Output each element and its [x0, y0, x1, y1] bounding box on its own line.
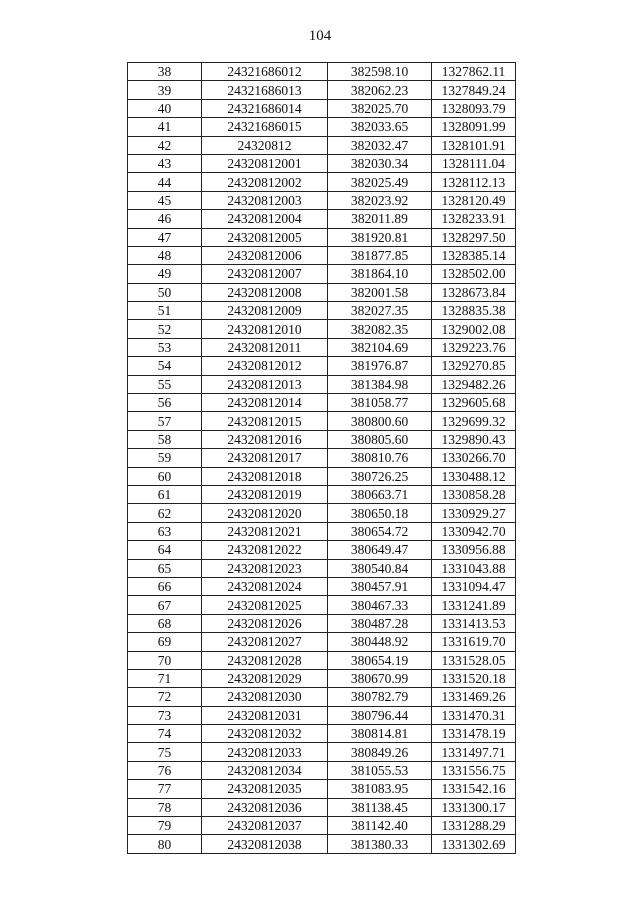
x-coordinate-cell: 382027.35: [328, 302, 432, 320]
x-coordinate-cell: 381877.85: [328, 246, 432, 264]
table-row: [128, 669, 516, 687]
table-row: [128, 394, 516, 412]
row-number-cell: 70: [128, 651, 202, 669]
point-id-cell: 24320812021: [202, 522, 328, 540]
y-coordinate-cell: 1331556.75: [432, 761, 516, 779]
row-number-cell: 58: [128, 430, 202, 448]
table-row: [128, 449, 516, 467]
point-id-cell: 24320812026: [202, 614, 328, 632]
x-coordinate-cell: 380457.91: [328, 577, 432, 595]
table-row: [128, 118, 516, 136]
x-coordinate-cell: 380540.84: [328, 559, 432, 577]
row-number-cell: 52: [128, 320, 202, 338]
row-number-cell: 43: [128, 154, 202, 172]
x-coordinate-cell: 382025.70: [328, 99, 432, 117]
point-id-cell: 24320812010: [202, 320, 328, 338]
x-coordinate-cell: 382062.23: [328, 81, 432, 99]
y-coordinate-cell: 1328093.79: [432, 99, 516, 117]
point-id-cell: 24320812009: [202, 302, 328, 320]
point-id-cell: 24320812003: [202, 191, 328, 209]
y-coordinate-cell: 1329699.32: [432, 412, 516, 430]
table-row: [128, 302, 516, 320]
table-row: [128, 191, 516, 209]
y-coordinate-cell: 1328233.91: [432, 210, 516, 228]
table-row: [128, 467, 516, 485]
point-id-cell: 24320812017: [202, 449, 328, 467]
x-coordinate-cell: 380654.19: [328, 651, 432, 669]
y-coordinate-cell: 1331288.29: [432, 817, 516, 835]
point-id-cell: 24320812036: [202, 798, 328, 816]
point-id-cell: 24320812031: [202, 706, 328, 724]
y-coordinate-cell: 1331094.47: [432, 577, 516, 595]
y-coordinate-cell: 1329605.68: [432, 394, 516, 412]
y-coordinate-cell: 1331241.89: [432, 596, 516, 614]
point-id-cell: 24320812: [202, 136, 328, 154]
x-coordinate-cell: 381055.53: [328, 761, 432, 779]
table-row: [128, 761, 516, 779]
row-number-cell: 61: [128, 485, 202, 503]
row-number-cell: 46: [128, 210, 202, 228]
x-coordinate-cell: 381384.98: [328, 375, 432, 393]
row-number-cell: 76: [128, 761, 202, 779]
table-row: [128, 99, 516, 117]
x-coordinate-cell: 382025.49: [328, 173, 432, 191]
x-coordinate-cell: 382011.89: [328, 210, 432, 228]
y-coordinate-cell: 1331497.71: [432, 743, 516, 761]
row-number-cell: 74: [128, 725, 202, 743]
table-row: [128, 357, 516, 375]
point-id-cell: 24320812008: [202, 283, 328, 301]
table-row: [128, 136, 516, 154]
y-coordinate-cell: 1327862.11: [432, 63, 516, 81]
y-coordinate-cell: 1330266.70: [432, 449, 516, 467]
y-coordinate-cell: 1331300.17: [432, 798, 516, 816]
row-number-cell: 48: [128, 246, 202, 264]
row-number-cell: 78: [128, 798, 202, 816]
row-number-cell: 49: [128, 265, 202, 283]
table-row: [128, 577, 516, 595]
y-coordinate-cell: 1328112.13: [432, 173, 516, 191]
page-number: 104: [308, 28, 332, 44]
table-row: [128, 780, 516, 798]
table-row: [128, 817, 516, 835]
x-coordinate-cell: 380810.76: [328, 449, 432, 467]
row-number-cell: 41: [128, 118, 202, 136]
y-coordinate-cell: 1330488.12: [432, 467, 516, 485]
point-id-cell: 24320812005: [202, 228, 328, 246]
row-number-cell: 57: [128, 412, 202, 430]
row-number-cell: 54: [128, 357, 202, 375]
point-id-cell: 24321686015: [202, 118, 328, 136]
point-id-cell: 24320812023: [202, 559, 328, 577]
row-number-cell: 72: [128, 688, 202, 706]
x-coordinate-cell: 380467.33: [328, 596, 432, 614]
x-coordinate-cell: 380814.81: [328, 725, 432, 743]
row-number-cell: 44: [128, 173, 202, 191]
point-id-cell: 24320812027: [202, 633, 328, 651]
y-coordinate-cell: 1330929.27: [432, 504, 516, 522]
y-coordinate-cell: 1328120.49: [432, 191, 516, 209]
table-row: [128, 320, 516, 338]
table-row: [128, 798, 516, 816]
row-number-cell: 51: [128, 302, 202, 320]
point-id-cell: 24320812032: [202, 725, 328, 743]
x-coordinate-cell: 382032.47: [328, 136, 432, 154]
x-coordinate-cell: 382598.10: [328, 63, 432, 81]
x-coordinate-cell: 382023.92: [328, 191, 432, 209]
y-coordinate-cell: 1328101.91: [432, 136, 516, 154]
row-number-cell: 45: [128, 191, 202, 209]
y-coordinate-cell: 1331469.26: [432, 688, 516, 706]
table-row: [128, 265, 516, 283]
point-id-cell: 24320812028: [202, 651, 328, 669]
x-coordinate-cell: 381058.77: [328, 394, 432, 412]
row-number-cell: 40: [128, 99, 202, 117]
x-coordinate-cell: 380448.92: [328, 633, 432, 651]
point-id-cell: 24320812018: [202, 467, 328, 485]
x-coordinate-cell: 380805.60: [328, 430, 432, 448]
x-coordinate-cell: 381864.10: [328, 265, 432, 283]
table-row: [128, 651, 516, 669]
x-coordinate-cell: 380649.47: [328, 541, 432, 559]
row-number-cell: 56: [128, 394, 202, 412]
point-id-cell: 24321686014: [202, 99, 328, 117]
x-coordinate-cell: 380487.28: [328, 614, 432, 632]
point-id-cell: 24320812016: [202, 430, 328, 448]
point-id-cell: 24320812030: [202, 688, 328, 706]
table-row: [128, 725, 516, 743]
y-coordinate-cell: 1331470.31: [432, 706, 516, 724]
x-coordinate-cell: 381920.81: [328, 228, 432, 246]
row-number-cell: 80: [128, 835, 202, 853]
y-coordinate-cell: 1328835.38: [432, 302, 516, 320]
table-row: [128, 541, 516, 559]
table-row: [128, 81, 516, 99]
point-id-cell: 24320812012: [202, 357, 328, 375]
row-number-cell: 38: [128, 63, 202, 81]
y-coordinate-cell: 1328673.84: [432, 283, 516, 301]
point-id-cell: 24320812019: [202, 485, 328, 503]
table-row: [128, 559, 516, 577]
table-row: [128, 522, 516, 540]
point-id-cell: 24320812029: [202, 669, 328, 687]
x-coordinate-cell: 382001.58: [328, 283, 432, 301]
y-coordinate-cell: 1328297.50: [432, 228, 516, 246]
point-id-cell: 24320812013: [202, 375, 328, 393]
row-number-cell: 68: [128, 614, 202, 632]
x-coordinate-cell: 380654.72: [328, 522, 432, 540]
table-row: [128, 375, 516, 393]
point-id-cell: 24320812006: [202, 246, 328, 264]
row-number-cell: 39: [128, 81, 202, 99]
table-row: [128, 633, 516, 651]
table-row: [128, 63, 516, 81]
table-row: [128, 338, 516, 356]
point-id-cell: 24320812007: [202, 265, 328, 283]
point-id-cell: 24320812022: [202, 541, 328, 559]
y-coordinate-cell: 1328502.00: [432, 265, 516, 283]
row-number-cell: 77: [128, 780, 202, 798]
row-number-cell: 64: [128, 541, 202, 559]
point-id-cell: 24320812025: [202, 596, 328, 614]
row-number-cell: 79: [128, 817, 202, 835]
row-number-cell: 75: [128, 743, 202, 761]
point-id-cell: 24320812033: [202, 743, 328, 761]
table-row: [128, 430, 516, 448]
y-coordinate-cell: 1331478.19: [432, 725, 516, 743]
x-coordinate-cell: 382033.65: [328, 118, 432, 136]
point-id-cell: 24321686012: [202, 63, 328, 81]
table-row: [128, 210, 516, 228]
table-row: [128, 706, 516, 724]
y-coordinate-cell: 1330858.28: [432, 485, 516, 503]
row-number-cell: 63: [128, 522, 202, 540]
x-coordinate-cell: 381142.40: [328, 817, 432, 835]
point-id-cell: 24320812037: [202, 817, 328, 835]
point-id-cell: 24320812034: [202, 761, 328, 779]
y-coordinate-cell: 1328385.14: [432, 246, 516, 264]
row-number-cell: 73: [128, 706, 202, 724]
x-coordinate-cell: 382082.35: [328, 320, 432, 338]
table-row: [128, 283, 516, 301]
row-number-cell: 66: [128, 577, 202, 595]
table-row: [128, 246, 516, 264]
y-coordinate-cell: 1331520.18: [432, 669, 516, 687]
x-coordinate-cell: 380726.25: [328, 467, 432, 485]
row-number-cell: 53: [128, 338, 202, 356]
row-number-cell: 62: [128, 504, 202, 522]
point-id-cell: 24320812002: [202, 173, 328, 191]
row-number-cell: 47: [128, 228, 202, 246]
x-coordinate-cell: 380796.44: [328, 706, 432, 724]
point-id-cell: 24320812001: [202, 154, 328, 172]
x-coordinate-cell: 382104.69: [328, 338, 432, 356]
row-number-cell: 65: [128, 559, 202, 577]
table-row: [128, 412, 516, 430]
y-coordinate-cell: 1331528.05: [432, 651, 516, 669]
x-coordinate-cell: 380663.71: [328, 485, 432, 503]
x-coordinate-cell: 380670.99: [328, 669, 432, 687]
table-row: [128, 504, 516, 522]
y-coordinate-cell: 1329482.26: [432, 375, 516, 393]
y-coordinate-cell: 1329890.43: [432, 430, 516, 448]
row-number-cell: 42: [128, 136, 202, 154]
x-coordinate-cell: 381380.33: [328, 835, 432, 853]
table-row: [128, 688, 516, 706]
y-coordinate-cell: 1330956.88: [432, 541, 516, 559]
y-coordinate-cell: 1328111.04: [432, 154, 516, 172]
y-coordinate-cell: 1331043.88: [432, 559, 516, 577]
table-row: [128, 596, 516, 614]
point-id-cell: 24321686013: [202, 81, 328, 99]
x-coordinate-cell: 381138.45: [328, 798, 432, 816]
table-row: [128, 154, 516, 172]
y-coordinate-cell: 1328091.99: [432, 118, 516, 136]
x-coordinate-cell: 380650.18: [328, 504, 432, 522]
y-coordinate-cell: 1329270.85: [432, 357, 516, 375]
x-coordinate-cell: 382030.34: [328, 154, 432, 172]
table-row: [128, 614, 516, 632]
y-coordinate-cell: 1331413.53: [432, 614, 516, 632]
row-number-cell: 55: [128, 375, 202, 393]
table-row: [128, 743, 516, 761]
y-coordinate-cell: 1331302.69: [432, 835, 516, 853]
table-row: [128, 173, 516, 191]
row-number-cell: 69: [128, 633, 202, 651]
x-coordinate-cell: 380849.26: [328, 743, 432, 761]
y-coordinate-cell: 1329223.76: [432, 338, 516, 356]
point-id-cell: 24320812011: [202, 338, 328, 356]
row-number-cell: 50: [128, 283, 202, 301]
table-row: [128, 835, 516, 853]
row-number-cell: 59: [128, 449, 202, 467]
point-id-cell: 24320812015: [202, 412, 328, 430]
y-coordinate-cell: 1331619.70: [432, 633, 516, 651]
x-coordinate-cell: 380800.60: [328, 412, 432, 430]
point-id-cell: 24320812038: [202, 835, 328, 853]
y-coordinate-cell: 1330942.70: [432, 522, 516, 540]
y-coordinate-cell: 1327849.24: [432, 81, 516, 99]
row-number-cell: 60: [128, 467, 202, 485]
point-id-cell: 24320812035: [202, 780, 328, 798]
x-coordinate-cell: 381083.95: [328, 780, 432, 798]
x-coordinate-cell: 380782.79: [328, 688, 432, 706]
table-row: [128, 485, 516, 503]
point-id-cell: 24320812024: [202, 577, 328, 595]
y-coordinate-cell: 1329002.08: [432, 320, 516, 338]
table-body: [128, 63, 516, 854]
row-number-cell: 67: [128, 596, 202, 614]
point-id-cell: 24320812004: [202, 210, 328, 228]
table-row: [128, 228, 516, 246]
point-id-cell: 24320812014: [202, 394, 328, 412]
y-coordinate-cell: 1331542.16: [432, 780, 516, 798]
coordinates-table: [127, 62, 516, 854]
point-id-cell: 24320812020: [202, 504, 328, 522]
x-coordinate-cell: 381976.87: [328, 357, 432, 375]
row-number-cell: 71: [128, 669, 202, 687]
